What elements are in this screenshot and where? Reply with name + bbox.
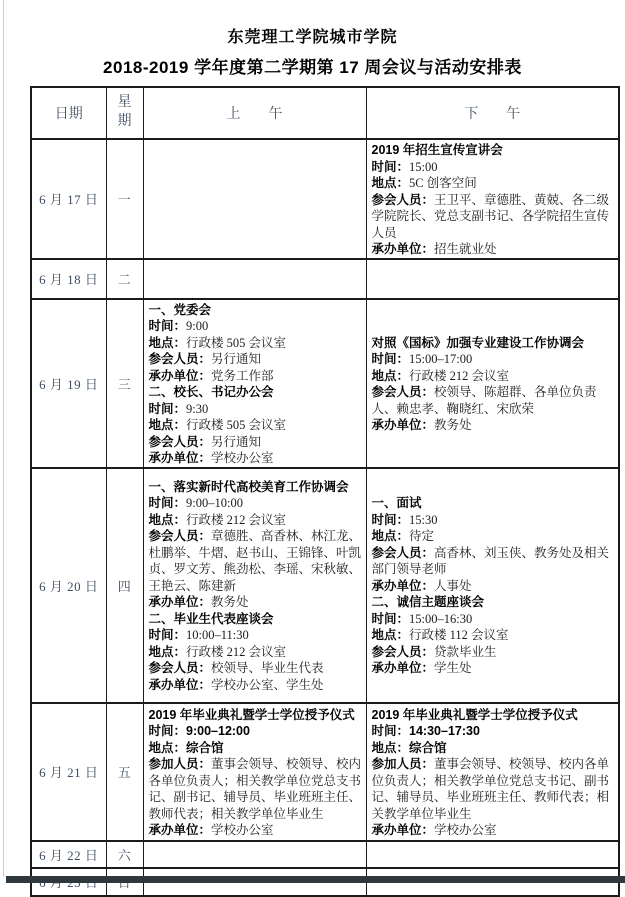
schedule-row <box>31 259 619 299</box>
line-label: 承办单位： <box>148 677 212 692</box>
event-line <box>372 417 615 434</box>
line-value: 章德胜、高香林、林江龙、杜鹏举、牛熠、赵书山、王锦锋、叶凯贞、罗文芳、熊劲松、李瑶、宋秋敏、王艳云、陈建新 <box>148 529 362 593</box>
line-value: 15:00–16:30 <box>409 611 473 626</box>
line-value: 9:30 <box>186 401 209 416</box>
morning-cell <box>143 259 366 299</box>
event-line <box>149 660 362 677</box>
event-line <box>149 822 362 839</box>
event-line <box>372 545 615 578</box>
event-line <box>149 528 362 594</box>
event-line <box>372 175 615 192</box>
line-label: 地点： <box>371 368 410 383</box>
line-value: 14:30–17:30 <box>409 724 480 738</box>
event-title: 二、校长、书记办公会 <box>148 385 274 399</box>
line-value: 学校办公室、学生处 <box>211 677 324 692</box>
line-value: 行政楼 212 会议室 <box>409 368 510 383</box>
event-line <box>149 512 362 529</box>
schedule-row <box>31 299 619 468</box>
line-value: 待定 <box>409 529 435 544</box>
event-line <box>149 756 362 822</box>
line-label: 承办单位： <box>148 595 212 610</box>
document-titles <box>0 0 625 78</box>
line-value: 学校办公室 <box>434 823 497 837</box>
line-label: 地点： <box>371 176 410 190</box>
event-line <box>372 611 615 628</box>
event-line <box>372 159 615 176</box>
afternoon-cell <box>366 139 619 259</box>
line-value: 9:00–12:00 <box>186 724 250 738</box>
line-label: 地点： <box>148 418 187 432</box>
line-label: 地点： <box>371 628 410 643</box>
line-value: 教务处 <box>434 418 472 432</box>
line-value: 行政楼 505 会议室 <box>186 335 287 350</box>
event-line <box>149 740 362 757</box>
schedule-title: 2018-2019 学年度第二学期第 17 周会议与活动安排表 <box>103 58 522 77</box>
event-line <box>149 318 362 335</box>
line-value: 校领导、陈超群、各单位负责人、赖忠孝、鞠晓红、宋欣荣 <box>371 385 597 416</box>
afternoon-cell <box>366 468 619 703</box>
weekday-cell: 三 <box>106 299 143 468</box>
line-value: 学校办公室 <box>211 823 274 837</box>
schedule-row <box>31 703 619 841</box>
line-value: 董事会领导、校领导、校内各单位负责人；相关教学单位党总支书记、副书记、辅导员、毕业班班主任、教师代表；相关教学单位毕业生 <box>371 757 610 821</box>
afternoon-cell <box>366 703 619 841</box>
afternoon-cell <box>366 841 619 868</box>
line-value: 贷款毕业生 <box>434 644 497 659</box>
line-value: 15:00 <box>409 159 438 174</box>
line-label: 时间： <box>371 724 410 738</box>
event-line <box>372 627 615 644</box>
event-line <box>372 723 615 740</box>
line-label: 承办单位： <box>371 661 435 676</box>
header-weekday: 星期 <box>106 87 143 139</box>
event-line <box>372 241 615 258</box>
line-label: 地点： <box>148 335 187 350</box>
event-line <box>149 335 362 352</box>
line-label: 地点： <box>148 512 187 527</box>
event-line <box>149 401 362 418</box>
line-value: 行政楼 505 会议室 <box>186 418 287 432</box>
schedule-body <box>31 139 619 896</box>
line-value: 15:00–17:00 <box>409 352 473 366</box>
line-label: 参会人员： <box>371 192 435 207</box>
line-value: 教务处 <box>211 595 249 610</box>
line-value: 招生就业处 <box>434 242 497 256</box>
event-title: 一、面试 <box>371 496 422 511</box>
afternoon-cell <box>366 259 619 299</box>
line-value: 15:30 <box>409 512 438 527</box>
line-label: 时间： <box>371 352 410 366</box>
event-line <box>149 434 362 451</box>
line-label: 参加人员： <box>148 757 212 771</box>
event-line <box>372 368 615 385</box>
line-label: 地点： <box>371 740 410 755</box>
header-afternoon: 下 午 <box>366 87 619 139</box>
event-line <box>372 740 615 757</box>
line-label: 时间： <box>148 724 187 738</box>
event-line <box>372 528 615 545</box>
line-value: 5C 创客空间 <box>409 176 477 190</box>
afternoon-cell <box>366 299 619 468</box>
line-value: 董事会领导、校领导、校内各单位负责人；相关教学单位党总支书记、副书记、辅导员、毕业班班主任、教师代表；相关教学单位毕业生 <box>148 757 362 821</box>
date-cell: 6 月 22 日 <box>31 841 106 868</box>
line-label: 时间： <box>148 628 187 643</box>
line-label: 参会人员： <box>371 545 435 560</box>
line-label: 参会人员： <box>148 529 212 544</box>
line-label: 参会人员： <box>148 434 212 449</box>
line-label: 地点： <box>371 529 410 544</box>
event-line <box>149 723 362 740</box>
line-value: 10:00–11:30 <box>186 628 249 643</box>
event-title: 一、落实新时代高校美育工作协调会 <box>148 479 349 494</box>
date-cell: 6 月 19 日 <box>31 299 106 468</box>
bottom-window-edge <box>6 876 625 883</box>
weekday-cell: 五 <box>106 703 143 841</box>
event-title: 2019 年毕业典礼暨学士学位授予仪式 <box>148 707 355 722</box>
line-value: 行政楼 212 会议室 <box>186 512 287 527</box>
event-line <box>372 756 615 822</box>
event-line <box>372 822 615 839</box>
date-cell: 6 月 21 日 <box>31 703 106 841</box>
event-line <box>149 644 362 661</box>
line-value: 学生处 <box>434 661 472 676</box>
line-label: 时间： <box>371 512 410 527</box>
weekday-cell: 六 <box>106 841 143 868</box>
event-line <box>149 368 362 385</box>
line-label: 时间： <box>148 496 187 511</box>
weekday-cell: 四 <box>106 468 143 703</box>
event-line <box>372 578 615 595</box>
event-line <box>372 351 615 368</box>
line-label: 地点： <box>148 740 187 755</box>
header-date: 日期 <box>31 87 106 139</box>
event-line <box>149 594 362 611</box>
morning-cell <box>143 841 366 868</box>
weekday-cell: 二 <box>106 259 143 299</box>
date-cell: 6 月 18 日 <box>31 259 106 299</box>
event-title: 一、党委会 <box>148 302 212 317</box>
event-title: 2019 年毕业典礼暨学士学位授予仪式 <box>371 707 578 722</box>
line-value: 人事处 <box>434 578 472 593</box>
header-row <box>31 87 619 139</box>
event-title: 对照《国标》加强专业建设工作协调会 <box>371 335 585 350</box>
line-label: 参会人员： <box>148 352 212 366</box>
morning-cell <box>143 139 366 259</box>
line-value: 王卫平、章德胜、黄兢、各二级学院院长、党总支副书记、各学院招生宣传人员 <box>371 192 610 240</box>
line-label: 时间： <box>148 401 187 416</box>
schedule-table <box>30 86 620 897</box>
line-label: 参会人员： <box>148 661 212 676</box>
date-cell: 6 月 20 日 <box>31 468 106 703</box>
event-line <box>149 351 362 368</box>
event-line <box>372 512 615 529</box>
event-line <box>372 192 615 242</box>
event-title: 二、诚信主题座谈会 <box>371 595 485 610</box>
schedule-row <box>31 841 619 868</box>
line-label: 地点： <box>148 644 187 659</box>
line-label: 承办单位： <box>371 418 435 432</box>
event-line <box>149 495 362 512</box>
event-line <box>372 384 615 417</box>
event-line <box>149 627 362 644</box>
line-label: 承办单位： <box>148 368 212 383</box>
line-label: 承办单位： <box>371 578 435 593</box>
weekday-cell: 一 <box>106 139 143 259</box>
line-label: 参会人员： <box>371 644 435 659</box>
line-value: 9:00 <box>186 319 209 333</box>
morning-cell <box>143 468 366 703</box>
schedule-row <box>31 468 619 703</box>
line-label: 时间： <box>371 611 410 626</box>
event-line <box>372 660 615 677</box>
event-line <box>372 644 615 661</box>
morning-cell <box>143 299 366 468</box>
line-value: 综合馆 <box>186 740 224 755</box>
line-value: 学校办公室 <box>211 451 274 465</box>
line-value: 另行通知 <box>211 352 262 366</box>
school-title: 东莞理工学院城市学院 <box>227 29 398 46</box>
schedule-row <box>31 139 619 259</box>
line-label: 承办单位： <box>371 242 435 256</box>
line-label: 承办单位： <box>148 823 212 837</box>
line-label: 时间： <box>371 159 410 174</box>
event-title: 2019 年招生宣传宣讲会 <box>371 143 503 157</box>
event-line <box>149 677 362 694</box>
header-morning: 上 午 <box>143 87 366 139</box>
line-label: 参会人员： <box>371 385 435 399</box>
line-label: 时间： <box>148 319 187 333</box>
line-label: 承办单位： <box>148 451 212 465</box>
event-line <box>149 450 362 467</box>
line-label: 承办单位： <box>371 823 435 837</box>
line-value: 行政楼 112 会议室 <box>409 628 509 643</box>
event-line <box>149 417 362 434</box>
line-value: 校领导、毕业生代表 <box>211 661 324 676</box>
line-value: 行政楼 212 会议室 <box>186 644 287 659</box>
event-title: 二、毕业生代表座谈会 <box>148 611 274 626</box>
morning-cell <box>143 703 366 841</box>
date-cell: 6 月 17 日 <box>31 139 106 259</box>
line-value: 综合馆 <box>409 740 447 755</box>
line-label: 参加人员： <box>371 757 435 771</box>
page-edge-line <box>3 0 4 877</box>
line-value: 高香林、刘玉侠、教务处及相关部门领导老师 <box>371 545 610 577</box>
line-value: 9:00–10:00 <box>186 496 243 511</box>
line-value: 党务工作部 <box>211 368 274 383</box>
line-value: 另行通知 <box>211 434 262 449</box>
